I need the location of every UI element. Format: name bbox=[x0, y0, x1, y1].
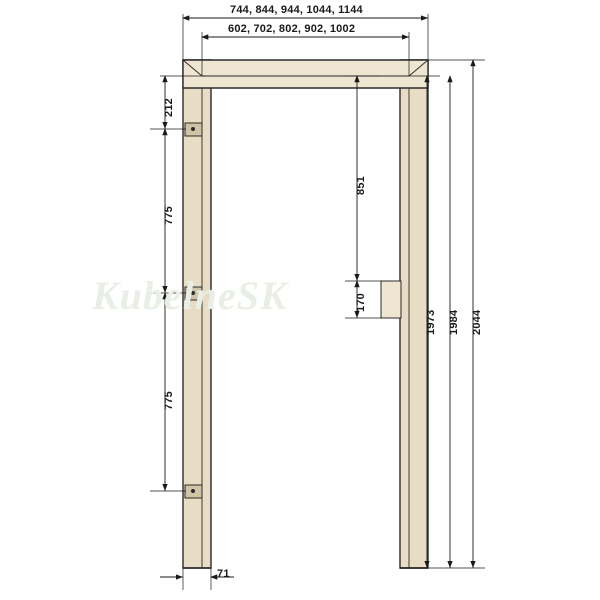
dim-label-depth: 71 bbox=[217, 568, 230, 580]
dim-label-outer-height: 2044 bbox=[471, 309, 483, 335]
dim-label-inner-height: 1973 bbox=[425, 309, 437, 335]
right-jamb bbox=[400, 60, 428, 568]
dim-label-top-outer: 744, 844, 944, 1044, 1144 bbox=[230, 4, 363, 16]
hinge-top-pin bbox=[191, 127, 195, 131]
dim-label-top-inner: 602, 702, 802, 902, 1002 bbox=[228, 23, 356, 35]
hinge-bottom-pin bbox=[191, 489, 195, 493]
dim-label-hinge-lower: 775 bbox=[163, 391, 175, 410]
dim-label-strike-plate: 170 bbox=[355, 293, 367, 312]
dim-label-lock-height: 851 bbox=[355, 176, 367, 195]
dim-label-hinge-top: 212 bbox=[163, 98, 175, 117]
watermark: KubelneSK bbox=[92, 273, 288, 318]
frame-head bbox=[183, 60, 428, 88]
dim-label-mid-height: 1984 bbox=[448, 309, 460, 335]
strike-plate-body bbox=[381, 281, 401, 318]
hinge-middle-pin bbox=[191, 291, 195, 295]
strike-plate bbox=[381, 281, 401, 318]
dim-label-hinge-upper: 775 bbox=[163, 206, 175, 225]
